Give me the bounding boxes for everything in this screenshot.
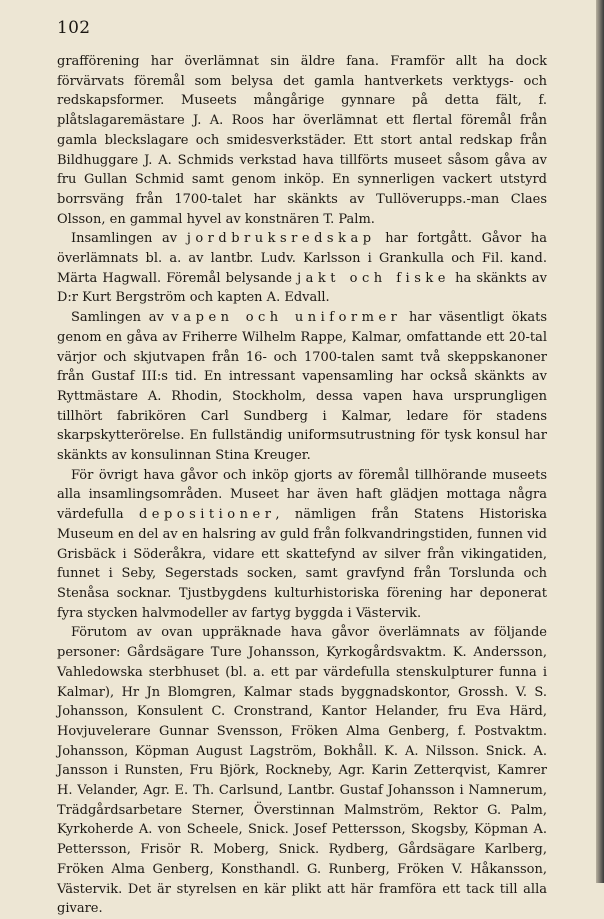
text-run: har väsentligt ökats genom en gåva av Friherre Wilhelm Rappe, Kalmar, omfattande ett 20-tal värjor och skjutvapen från 16- och 1700-talen samt två skeppskanoner från Gustaf III:s tid. En intressant vapensamling har också skänkts av Ryttmästare A. Rhodin, Stockholm, dessa vapen hava ursprungligen tillhört fabrikören Carl Sundberg i Kalmar, ledare för stadens skarpskytterörelse. En fullständig uniformsutrustning för tysk konsul har skänkts av konsulinnan Stina Kreuger. — [57, 310, 548, 464]
text-run: grafförening har överlämnat sin äldre fana. Framför allt ha dock förvärvats föremål som belysa det gamla hantverkets verktygs- och redskapsformer. Museets mångårige gynnare på detta fält, f. plåtslagaremästare J. A. Roos har överlämnat ett flertal föremål från gamla bleckslagare och smidesverkstäder. Ett stort antal redskap från Bildhuggare J. A. Schmids verkstad hava tillförts museet såsom gåva av fru Gullan Schmid samt genom inköp. En synnerligen vackert utstyrd borrsväng från 1700-talet har skänkts av Tullöverupps.-man Claes Olsson, en gammal hyvel av konstnären T. Palm. — [57, 54, 547, 227]
spaced-emphasis: depositioner — [138, 507, 276, 523]
paragraph-5 — [57, 623, 547, 919]
text-run: För övrigt hava gåvor och inköp gjorts av föremål tillhörande museets alla insamlingsområden. Museet har även haft glädjen mottaga några värdefulla — [57, 467, 547, 523]
text-run: har fortgått. Gåvor ha överlämnats bl. a. av lantbr. Ludv. Karlsson i Grankulla och Fil. kand. Märta Hagwall. Föremål belysande — [57, 231, 547, 286]
paragraph-4 — [57, 466, 547, 624]
paragraph-1 — [57, 52, 547, 229]
text-run: Samlingen av — [71, 310, 172, 326]
text-run: Förutom av ovan uppräknade hava gåvor överlämnats av följande personer: Gårdsägare Ture Johansson, Kyrkogårdsvaktm. K. Andersson, Vahledowska sterbhuset (bl. a. ett par värdefulla stenskulpturer funna i Kalmar), Hr Jn Blomgren, Kalmar stads byggnadskontor, Grossh. V. S. Johansson, Konsulent C. Cronstrand, Kantor Helander, fru Eva Härd, Hovjuvelerare Gunnar Svensson, Fröken Alma Genberg, f. Postvaktm. Johansson, Köpman August Lagström, Bokhåll. K. A. Nilsson. Snick. A. Jansson i Runsten, Fru Björk, Rockneby, Agr. Karin Zetterqvist, Kamrer H. Velander, Agr. E. Th. Carlsund, Lantbr. Gustaf Johansson i Namnerum, Trädgårdsarbetare Sterner, Överstinnan Malmström, Rektor G. Palm, Kyrkoherde A. von Scheele, Snick. Josef Pettersson, Skogsby, Köpman A. Pettersson, Frisör R. Moberg, Snick. Rydberg, Gårdsägare Karlberg, Fröken Alma Genberg, Konsthandl. G. Runberg, Fröken V. Håkansson, Västervik. Det är styrelsen en kär plikt att här framföra ett tack till alla givare. — [57, 625, 547, 917]
paragraph-2 — [57, 229, 547, 308]
page-edge-shadow — [596, 0, 604, 883]
spaced-emphasis: vapen och uniformer — [171, 310, 402, 326]
paragraph-3 — [57, 308, 547, 466]
spaced-emphasis: jordbruksredskap — [186, 231, 376, 247]
text-run: , nämligen från Statens Historiska Museum en del av en halsring av guld från folkvandringstiden, funnen vid Grisbäck i Söderåkra, vidare ett skattefynd av silver från vikingatiden, funnet i Seby, Segerstads socken, samt gravfynd från Torslunda och Stenåsa socknar. Tjustbygdens kulturhistoriska förening har deponerat fyra stycken halvmodeller av fartyg byggda i Västervik. — [57, 507, 547, 621]
page-number: 102 — [57, 18, 91, 38]
text-run: ha skänkts av D:r Kurt Bergström och kapten A. Edvall. — [57, 270, 548, 306]
spaced-emphasis: jakt och fiske — [297, 270, 450, 286]
text-run: Insamlingen av — [71, 231, 187, 247]
body-text — [57, 52, 547, 919]
